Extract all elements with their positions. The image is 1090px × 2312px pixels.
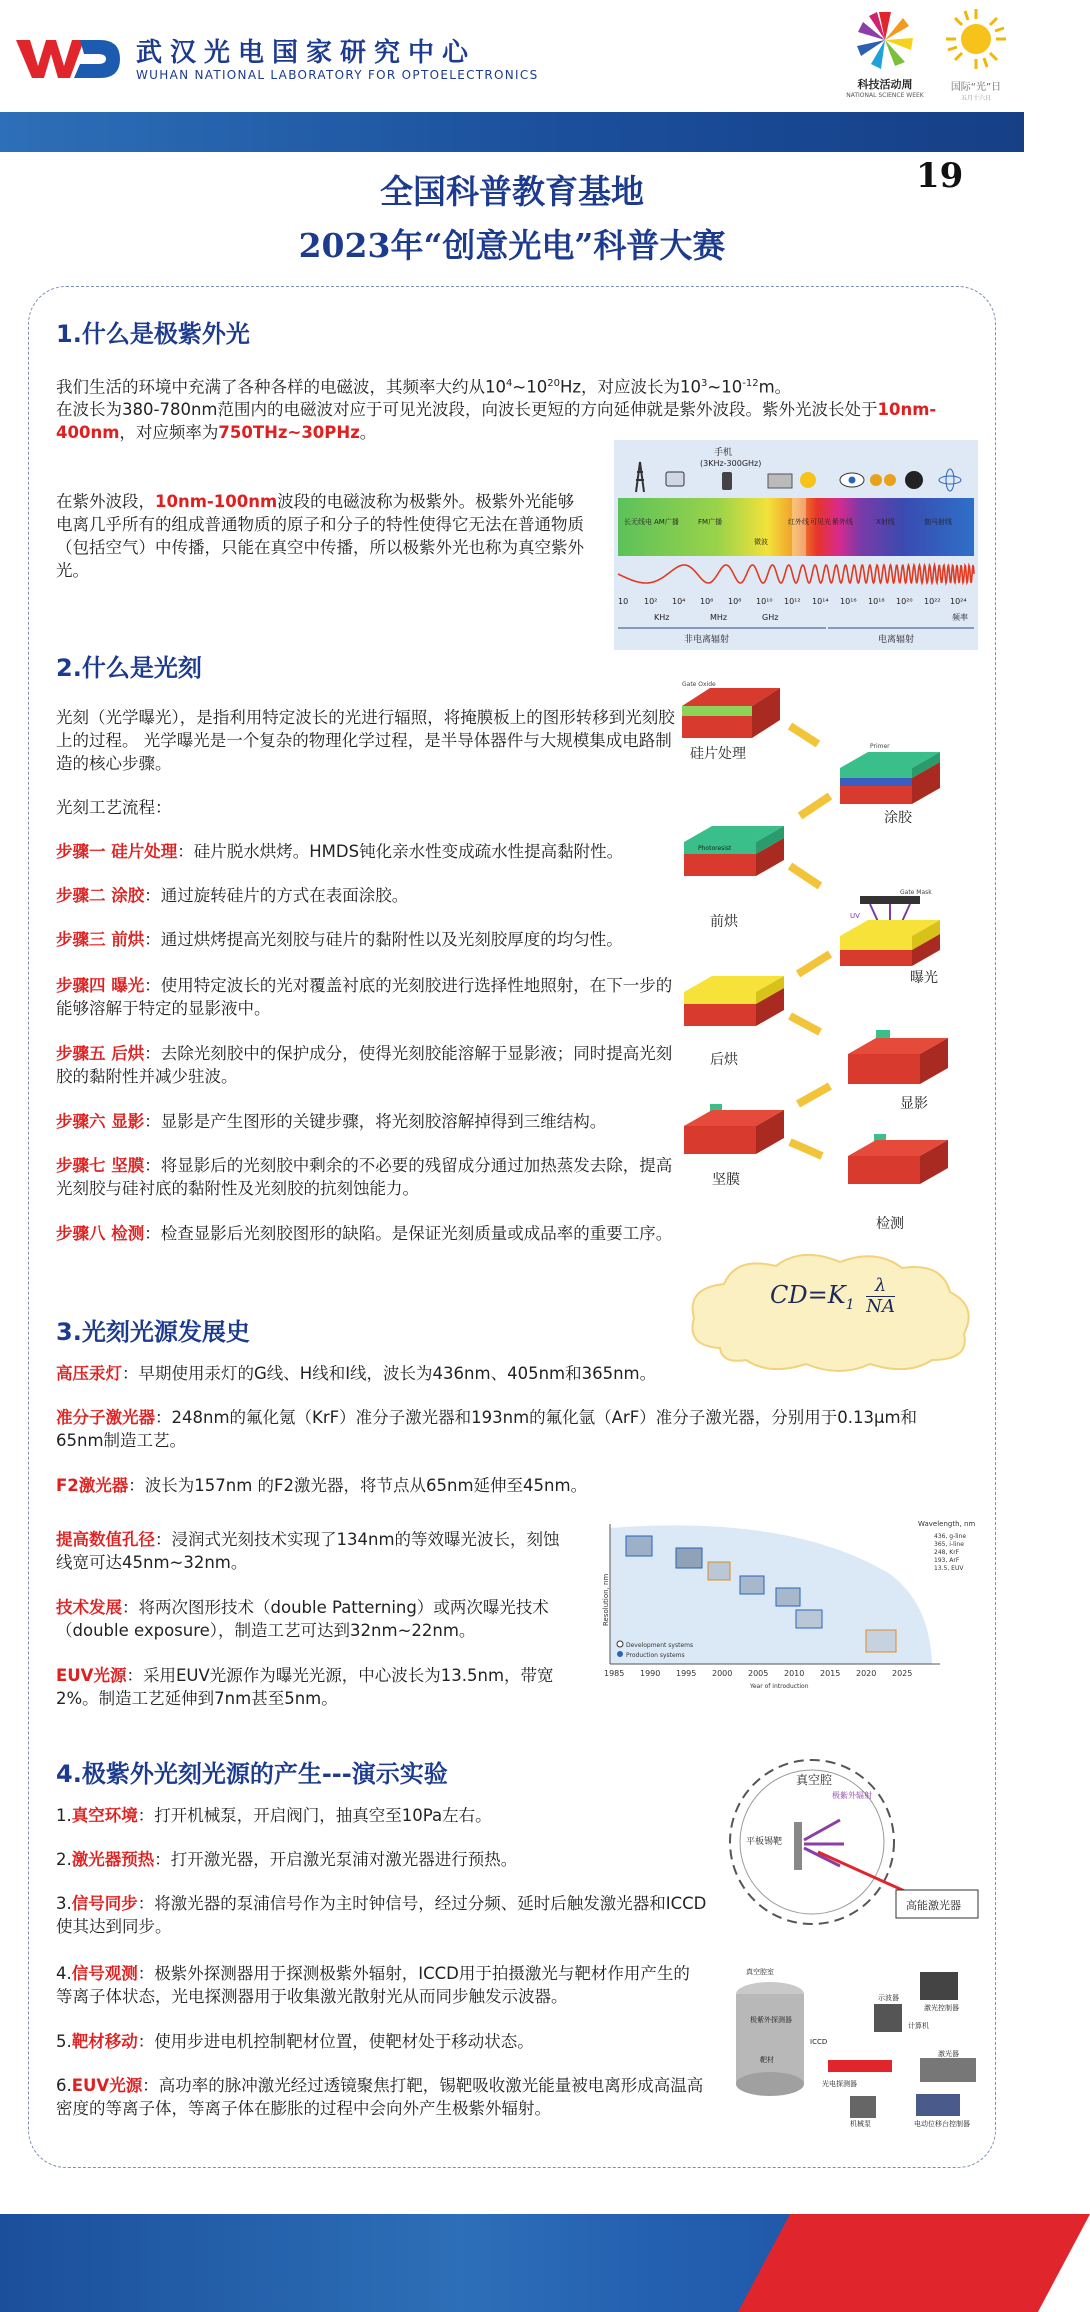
tower-icon (636, 462, 644, 492)
step-8: 步骤八 检测：检查显影后光刻胶图形的缺陷。是保证光刻质量或成品率的重要工序。 (56, 1224, 673, 1243)
year-tick: 2025 (892, 1669, 913, 1678)
unit-label: GHz (762, 613, 779, 622)
wavelength-item: 13.5, EUV (934, 1565, 964, 1572)
cd-formula (770, 1276, 910, 1317)
band-label: X射线 (876, 518, 895, 526)
wafer-step5 (684, 976, 784, 1026)
history-item-5: 技术发展：将两次图形技术（double Patterning）或两次曝光技术（double exposure），制造工艺可达到32nm~22nm。 (56, 1598, 549, 1640)
header-band (0, 112, 1024, 152)
radiation-label: 极紫外辐射 (832, 1791, 872, 1800)
history-item-6: EUV光源：采用EUV光源作为曝光光源，中心波长为13.5nm，带宽2%。制造工艺延伸到7nm甚至5nm。 (56, 1666, 554, 1708)
legend-dev: Development systems (626, 1642, 694, 1649)
year-tick: 2010 (784, 1669, 805, 1678)
step-label-s7: 坚膜 (712, 1172, 740, 1188)
section1-heading: 1.什么是极紫外光 (56, 320, 250, 348)
band-label: 微波 (754, 538, 768, 546)
science-week-logo (844, 8, 926, 104)
tick: 10²⁴ (950, 597, 967, 606)
tick: 10¹⁸ (868, 597, 885, 606)
tick: 10¹² (784, 597, 801, 606)
wavelength-item: 193, ArF (934, 1557, 960, 1564)
year-tick: 2005 (748, 1669, 769, 1678)
setup-label: 机械泵 (850, 2120, 871, 2128)
band-label: FM广播 (698, 518, 723, 526)
demo-step-1: 1.真空环境：打开机械泵，开启阀门，抽真空至10Pa左右。 (56, 1806, 492, 1825)
org-name-cn: 武汉光电国家研究中心 (136, 38, 477, 68)
step-label-s1: 硅片处理 (690, 746, 746, 762)
light-day-logo (936, 6, 1016, 106)
atom-icon (939, 469, 961, 491)
radio-icon (666, 472, 684, 486)
wafer-step8 (848, 1134, 948, 1184)
demo-step-4: 4.信号观测：极紫外探测器用于探测极紫外辐射，ICCD用于拍摄激光与靶材作用产生的等离子体状态，光电探测器用于收集激光散射光从而同步触发示波器。 (56, 1964, 690, 2006)
formula-numerator: λ (866, 1276, 895, 1297)
setup-label: 真空腔室 (746, 1968, 774, 1976)
tick: 10⁶ (700, 597, 714, 606)
light-day-label: 国际“光”日 (950, 82, 1002, 93)
org-name-en: WUHAN NATIONAL LABORATORY FOR OPTOELECTRONICS (136, 68, 539, 82)
section4-heading: 4.极紫外光刻光源的产生---演示实验 (56, 1760, 448, 1788)
wafer-step1 (682, 681, 780, 738)
sun-icon (941, 6, 1011, 72)
tick: 10¹⁶ (840, 597, 857, 606)
tick: 10 (618, 597, 629, 606)
setup-label: 极紫外探测器 (750, 2016, 792, 2024)
setup-label: ICCD (810, 2038, 828, 2046)
wafer-step4 (840, 889, 940, 966)
year-tick: 2015 (820, 1669, 841, 1678)
wafer-step7 (684, 1104, 784, 1154)
setup-label: 靶材 (760, 2056, 774, 2064)
section2-heading: 2.什么是光刻 (56, 654, 202, 682)
setup-label: 示波器 (878, 1994, 899, 2002)
phone-range: (3KHz-300GHz) (700, 459, 762, 468)
formula-lhs: CD=K (770, 1281, 846, 1309)
formula-sub: 1 (845, 1296, 855, 1313)
history-item-4: 提高数值孔径：浸润式光刻技术实现了134nm的等效曝光波长，刻蚀线宽可达45nm~32nm。 (56, 1530, 560, 1572)
vacuum-chamber-diagram (720, 1750, 982, 1936)
tick: 10⁴ (672, 597, 686, 606)
demo-step-2: 2.激光器预热：打开激光器，开启激光泵浦对激光器进行预热。 (56, 1850, 518, 1869)
y-axis-label: Resolution, nm (602, 1573, 610, 1626)
setup-label: 激光器 (938, 2050, 959, 2058)
step-5: 步骤五 后烘：去除光刻胶中的保护成分，使得光刻胶能溶解于显影液；同时提高光刻胶的黏附性并减少驻波。 (56, 1044, 673, 1086)
gate-mask-label: Gate Mask (900, 889, 932, 896)
year-tick: 2020 (856, 1669, 877, 1678)
step-label-s6: 显影 (900, 1096, 928, 1112)
gate-oxide-label: Gate Oxide (682, 681, 716, 688)
ionizing-label: 电离辐射 (878, 635, 915, 645)
band-label: 伽马射线 (924, 518, 952, 526)
unit-label: 频率 (952, 613, 968, 622)
step-3: 步骤三 前烘：通过烘烤提高光刻胶与硅片的黏附性以及光刻胶厚度的均匀性。 (56, 930, 623, 949)
experiment-setup-diagram (726, 1960, 982, 2130)
tick: 10¹⁰ (756, 597, 773, 606)
band-label: AM广播 (654, 518, 679, 526)
microwave-icon (768, 474, 792, 488)
legend-prod: Production systems (626, 1652, 685, 1659)
setup-label: 光电探测器 (822, 2080, 857, 2088)
unit-label: MHz (710, 613, 728, 622)
step-label-s3: 前烘 (710, 914, 738, 930)
band-label: 长无线电 (624, 518, 652, 526)
wnlo-logo (14, 32, 124, 84)
tick: 10⁸ (728, 597, 742, 606)
step-label-s4: 曝光 (910, 970, 938, 986)
tick: 10²⁰ (896, 597, 913, 606)
light-day-sub: 五月十六日 (960, 95, 991, 102)
primer-label: Primer (870, 743, 890, 750)
history-item-3: F2激光器：波长为157nm 的F2激光器，将节点从65nm延伸至45nm。 (56, 1476, 588, 1495)
section1-para1: 我们生活的环境中充满了各种各样的电磁波，其频率大约从$10^4\sim 10^{20}Hz$，对应波长为$10^3\sim 10^{-12}m$。 (56, 377, 792, 397)
phone-icon (722, 472, 732, 490)
history-item-2: 准分子激光器：248nm的氟化氪（KrF）准分子激光器和193nm的氟化氩（ArF）准分子激光器，分别用于0.13μm和65nm制造工艺。 (56, 1408, 918, 1450)
tick: 10² (644, 597, 658, 606)
photoresist-label: Photoresist (698, 845, 732, 852)
setup-label: 激光控制器 (924, 2004, 959, 2012)
year-tick: 1990 (640, 1669, 661, 1678)
step-4: 步骤四 曝光：使用特定波长的光对覆盖衬底的光刻胶进行选择性地照射，在下一步的能够溶解于特定的显影液中。 (56, 976, 673, 1018)
year-tick: 1995 (676, 1669, 697, 1678)
setup-label: 电动位移台控制器 (914, 2120, 970, 2128)
step-7: 步骤七 坚膜：将显影后的光刻胶中剩余的不必要的残留成分通过加热蒸发去除，提高光刻胶与硅衬底的黏附性及光刻胶的抗刻蚀能力。 (56, 1156, 673, 1198)
setup-label: 计算机 (908, 2022, 929, 2030)
footer-red-accent (738, 2214, 1090, 2312)
science-week-sub: NATIONAL SCIENCE WEEK (846, 92, 924, 99)
eye-icon (840, 473, 864, 487)
year-tick: 2000 (712, 1669, 733, 1678)
header (0, 0, 1024, 112)
step-2: 步骤二 涂胶：通过旋转硅片的方式在表面涂胶。 (56, 886, 409, 905)
band-label: 紫外线 (832, 518, 853, 526)
history-item-1: 高压汞灯：早期使用汞灯的G线、H线和I线，波长为436nm、405nm和365nm。 (56, 1364, 657, 1383)
poster-title-line2: 2023年“创意光电”科普大赛 (298, 226, 726, 265)
poster-title-line1: 全国科普教育基地 (380, 172, 644, 211)
x-axis-label: Year of introduction (750, 1683, 809, 1690)
step-label-s2: 涂胶 (884, 810, 912, 826)
frequency-ticks (618, 597, 967, 606)
phone-label: 手机 (714, 448, 733, 458)
section1-para2: 在波长为380-780nm范围内的电磁波对应于可见光波段，向波长更短的方向延伸就是紫外波段。紫外光波长处于10nm-400nm，对应频率为750THz~30PHz。 (56, 400, 937, 442)
wafer-step6 (848, 1030, 948, 1084)
chamber-title: 真空腔 (796, 1773, 833, 1787)
tick: 10²² (924, 597, 941, 606)
wavelength-item: 248, KrF (934, 1549, 960, 1556)
laser-label: 高能激光器 (906, 1899, 961, 1912)
demo-step-5: 5.靶材移动：使用步进电机控制靶材位置，使靶材处于移动状态。 (56, 2032, 534, 2051)
section2-intro: 光刻（光学曝光），是指利用特定波长的光进行辐照，将掩膜板上的图形转移到光刻胶上的过程。 光学曝光是一个复杂的物理化学过程，是半导体器件与大规模集成电路制造的核心步骤。 (56, 708, 675, 773)
uv-label: UV (850, 912, 860, 920)
band-label: 可见光 (810, 518, 831, 526)
glasses-icon (870, 474, 896, 486)
wafer-step3 (684, 826, 784, 876)
wavelength-item: 436, g-line (934, 1533, 967, 1540)
band-label: 红外线 (788, 518, 809, 526)
lithography-roadmap-figure (590, 1514, 980, 1690)
lithography-process-diagram (680, 681, 980, 1246)
flow-title: 光刻工艺流程： (56, 798, 172, 817)
section1-para3: 在紫外波段，10nm-100nm波段的电磁波称为极紫外。极紫外光能够电离几乎所有的组成普通物质的原子和分子的特性使得它无法在普通物质（包括空气）中传播，只能在真空中传播，所以极紫外光也称为真空紫外光。 (56, 492, 584, 580)
step-6: 步骤六 显影：显影是产生图形的关键步骤，将光刻胶溶解掉得到三维结构。 (56, 1112, 607, 1131)
step-label-s8: 检测 (876, 1216, 904, 1232)
step-label-s5: 后烘 (710, 1052, 738, 1068)
em-spectrum-figure (614, 440, 978, 650)
wavelength-title: Wavelength, nm (918, 1520, 976, 1528)
demo-step-6: 6.EUV光源：高功率的脉冲激光经过透镜聚焦打靶，锡靶吸收激光能量被电离形成高温高密度的等离子体，等离子体在膨胀的过程中会向外产生极紫外辐射。 (56, 2076, 704, 2118)
footer-band (0, 2214, 1024, 2312)
non-ionizing-label: 非电离辐射 (684, 635, 730, 645)
wavelength-item: 365, i-line (934, 1541, 964, 1548)
step-1: 步骤一 硅片处理：硅片脱水烘烤。HMDS钝化亲水性变成疏水性提高黏附性。 (56, 842, 624, 861)
sun-small-icon (800, 472, 816, 488)
wave-line (618, 565, 974, 583)
science-week-label: 科技活动周 (857, 78, 913, 91)
unit-label: KHz (654, 613, 670, 622)
formula-denominator: NA (866, 1296, 895, 1317)
science-week-icon (845, 8, 925, 70)
demo-step-3: 3.信号同步：将激光器的泵浦信号作为主时钟信号，经过分频、延时后触发激光器和ICCD使其达到同步。 (56, 1894, 707, 1936)
hand-xray-icon (905, 471, 923, 489)
tick: 10¹⁴ (812, 597, 829, 606)
year-tick: 1985 (604, 1669, 625, 1678)
target-label: 平板锡靶 (746, 1837, 783, 1847)
wafer-step2 (840, 743, 940, 804)
section3-heading: 3.光刻光源发展史 (56, 1318, 250, 1346)
tin-target (794, 1822, 802, 1870)
page-number: 19 (916, 156, 964, 196)
